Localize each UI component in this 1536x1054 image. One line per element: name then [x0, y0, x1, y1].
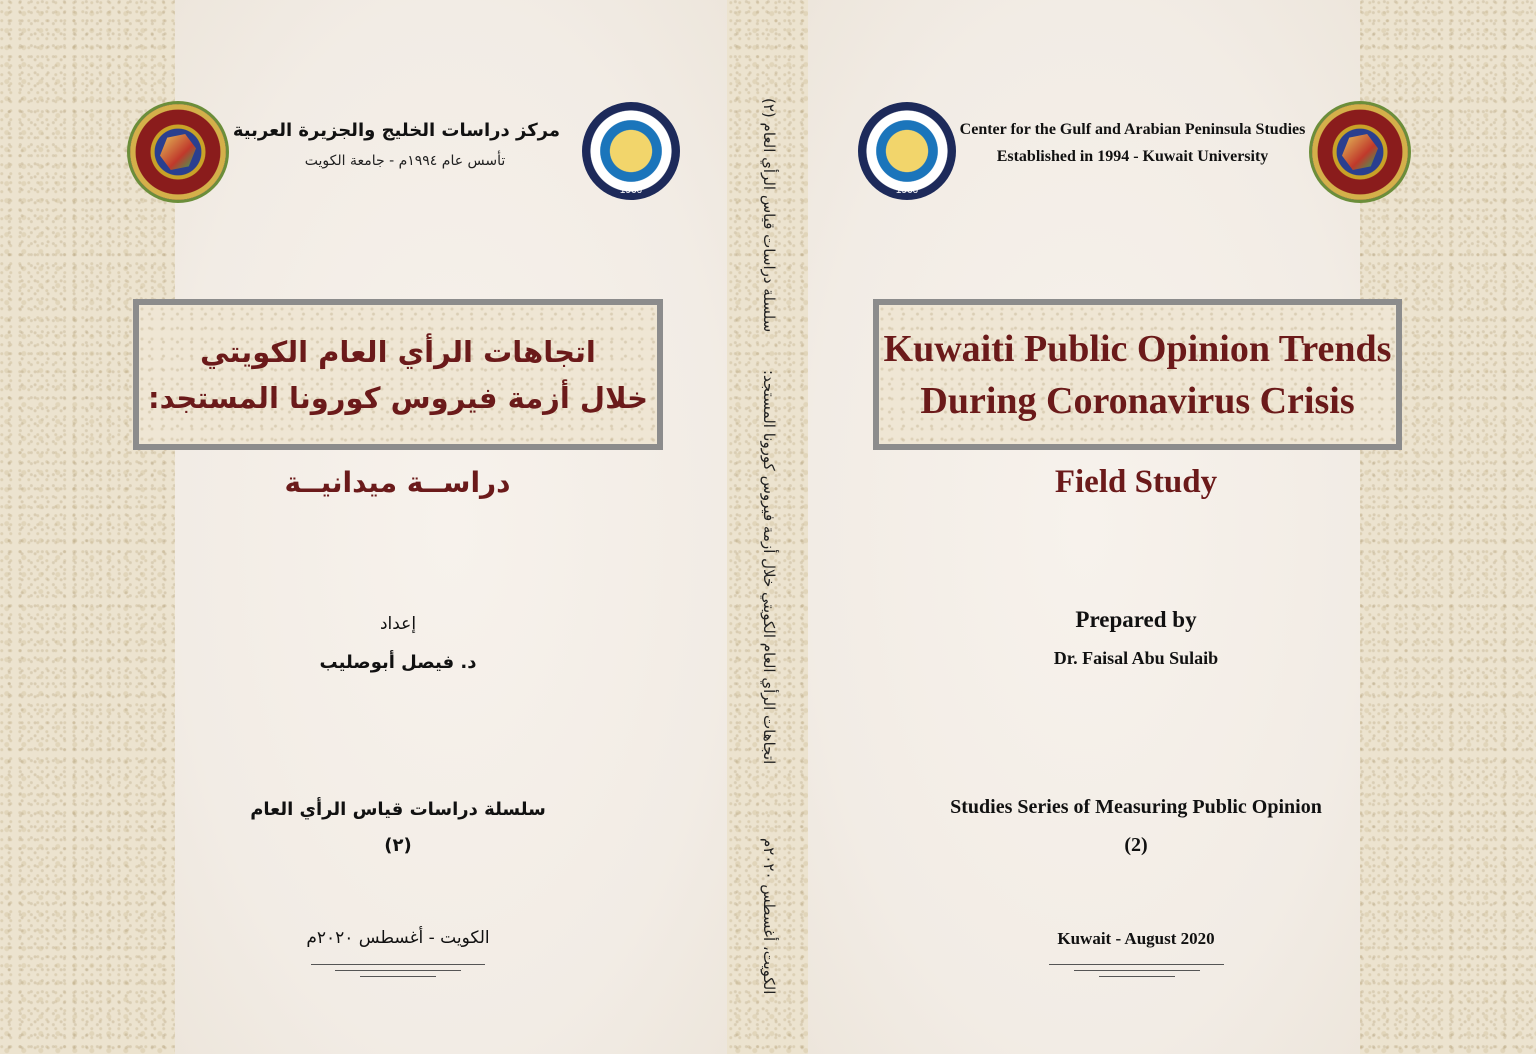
ku-logo-year: 1966 — [895, 185, 919, 196]
front-series-number: (2) — [1124, 834, 1148, 856]
front-title-line1: Kuwaiti Public Opinion Trends — [883, 327, 1392, 370]
spine-place-date: الكويت، أغسطس ٢٠٢٠م — [760, 838, 778, 995]
spine-title: اتجاهات الرأي العام الكويتي خلال أزمة فيروس كورونا المستجد: — [760, 370, 778, 765]
back-title-line2: خلال أزمة فيروس كورونا المستجد: — [148, 380, 648, 415]
back-ornament-line-1 — [311, 964, 485, 965]
front-center-name: Center for the Gulf and Arabian Peninsula Studies — [959, 121, 1306, 138]
ku-logo-year: 1966 — [619, 185, 643, 196]
front-title-line2: During Coronavirus Crisis — [920, 379, 1355, 422]
back-subtitle: دراســة ميدانيــة — [284, 466, 511, 499]
back-author: د. فيصل أبوصليب — [319, 652, 477, 673]
back-title-box — [133, 299, 663, 450]
back-series-number: (٢) — [384, 835, 412, 856]
front-author: Dr. Faisal Abu Sulaib — [1053, 648, 1219, 668]
front-place-date: Kuwait - August 2020 — [1057, 929, 1215, 948]
kuwait-university-logo-icon — [582, 102, 680, 200]
back-center-established: تأسس عام ١٩٩٤م - جامعة الكويت — [304, 153, 506, 169]
front-center-established: Established in 1994 - Kuwait University — [996, 148, 1269, 165]
front-ornament-line-1 — [1049, 964, 1224, 965]
front-ornament-line-2 — [1074, 970, 1200, 971]
gcc-emblem-icon — [130, 104, 226, 200]
kuwait-university-logo-icon — [858, 102, 956, 200]
gcc-emblem-icon — [1312, 104, 1408, 200]
back-place-date: الكويت - أغسطس ٢٠٢٠م — [306, 928, 490, 948]
front-series: Studies Series of Measuring Public Opinion — [950, 796, 1322, 818]
front-ornament-line-3 — [1099, 976, 1175, 977]
back-ornament-line-3 — [360, 976, 436, 977]
front-title-box — [873, 299, 1402, 450]
spine-series: سلسلة دراسات قياس الرأي العام (٢) — [760, 98, 778, 333]
back-ornament-line-2 — [335, 970, 461, 971]
back-series: سلسلة دراسات قياس الرأي العام — [250, 799, 546, 820]
back-title-line1: اتجاهات الرأي العام الكويتي — [200, 334, 596, 369]
back-center-name: مركز دراسات الخليج والجزيرة العربية — [232, 120, 560, 141]
back-prepared-label: إعداد — [379, 614, 417, 634]
front-subtitle: Field Study — [1054, 464, 1218, 500]
front-prepared-label: Prepared by — [1075, 607, 1197, 632]
